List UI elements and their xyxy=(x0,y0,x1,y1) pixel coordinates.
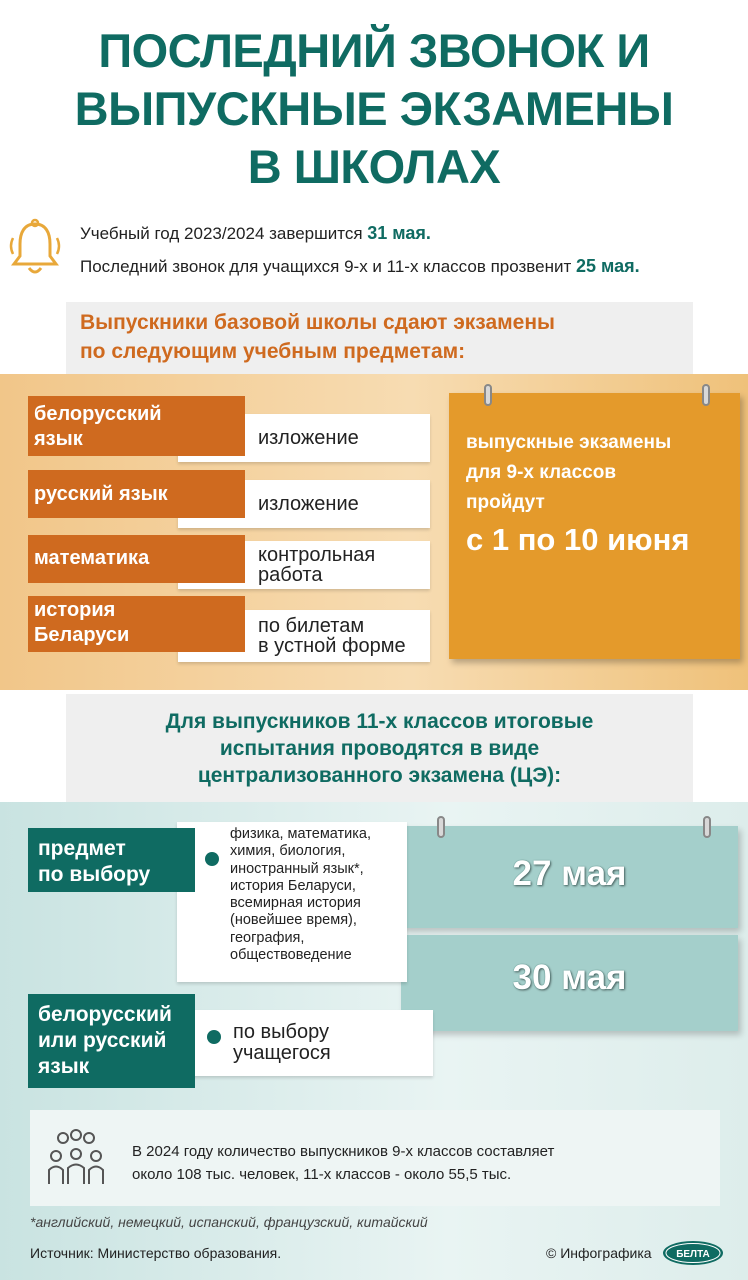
exam-type-3: контрольная работа xyxy=(178,541,430,589)
language-subject-label: белорусский или русский язык xyxy=(28,994,195,1088)
elective-subjects-list: физика, математика, химия, биология, иностранный язык*, история Беларуси, всемирная история (новейшее время), география, обществоведение xyxy=(230,826,372,964)
subject-math: математика xyxy=(28,535,245,583)
last-bell-date: 25 мая. xyxy=(576,256,640,276)
calendar-ring-icon xyxy=(703,816,711,838)
elective-subject-label: предмет по выбору xyxy=(28,828,195,892)
ce-date-1: 27 мая xyxy=(512,854,627,893)
school-year-end-date: 31 мая. xyxy=(367,223,431,243)
title-line-2: ВЫПУСКНЫЕ ЭКЗАМЕНЫ xyxy=(74,82,674,135)
exam-type-1: изложение xyxy=(178,414,430,462)
people-icon xyxy=(46,1128,106,1190)
subject-belarusian: белорусский язык xyxy=(28,396,245,456)
title-line-3: В ШКОЛАХ xyxy=(247,140,501,193)
infographic-credit: © Инфографика xyxy=(546,1245,652,1261)
source-note: Источник: Министерство образования. xyxy=(30,1245,282,1261)
bell-icon xyxy=(6,218,64,280)
language-footnote: *английский, немецкий, испанский, французский, китайский xyxy=(30,1214,428,1230)
graduates-stats-text: В 2024 году количество выпускников 9-х классов составляет около 108 тыс. человек, 11-х классов - около 55,5 тыс. xyxy=(132,1143,555,1183)
school-year-end: Учебный год 2023/2024 завершится 31 мая. xyxy=(80,223,431,243)
basic-heading: Выпускники базовой школы сдают экзамены по следующим учебным предметам: xyxy=(80,311,555,363)
exam-type-4: по билетам в устной форме xyxy=(178,610,430,662)
senior-heading: Для выпускников 11-х классов итоговые испытания проводятся в виде централизованного экзамена (ЦЭ): xyxy=(165,710,594,787)
exam-type-2: изложение xyxy=(178,480,430,528)
title-line-1: ПОСЛЕДНИЙ ЗВОНОК И xyxy=(98,24,650,77)
subject-russian: русский язык xyxy=(28,470,245,518)
belta-logo-text: БЕЛТА xyxy=(676,1249,710,1260)
calendar-ring-icon xyxy=(702,384,710,406)
page-title xyxy=(0,22,748,196)
language-choice-text: по выбору учащегося xyxy=(233,1021,331,1064)
subject-history: история Беларуси xyxy=(28,596,245,652)
grade9-exam-dates: с 1 по 10 июня xyxy=(466,522,690,557)
grade9-exam-text: выпускные экзамены для 9-х классов пройдут xyxy=(466,432,672,513)
calendar-ring-icon xyxy=(437,816,445,838)
ce-date-2: 30 мая xyxy=(512,958,627,997)
last-bell-info: Последний звонок для учащихся 9-х и 11-х классов прозвенит 25 мая. xyxy=(80,256,640,276)
bullet-icon xyxy=(207,1030,221,1044)
belta-logo xyxy=(662,1240,724,1266)
bullet-icon xyxy=(205,852,219,866)
calendar-ring-icon xyxy=(484,384,492,406)
